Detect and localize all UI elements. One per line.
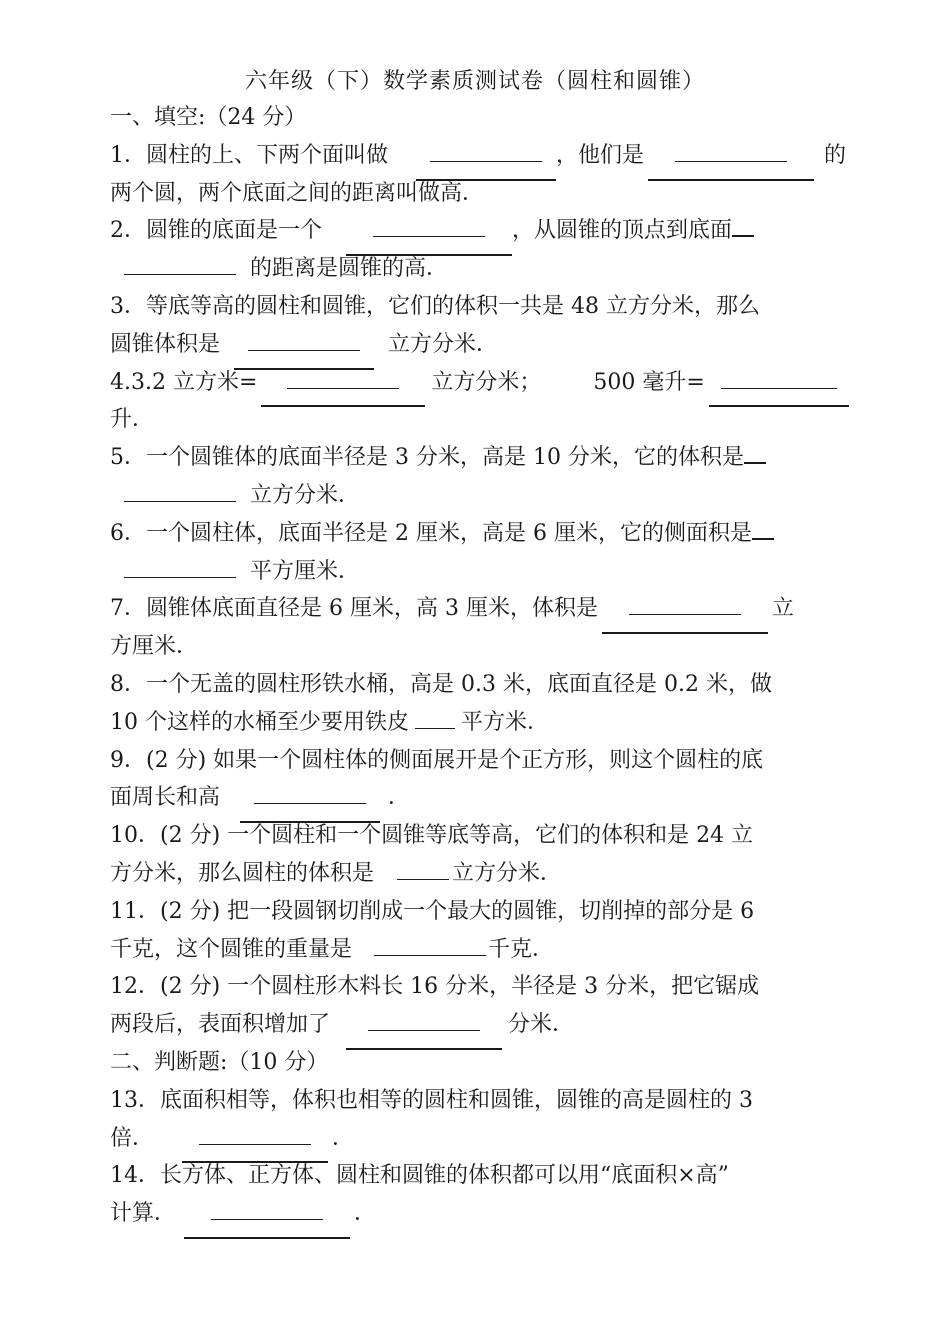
question-8-line-2: 10 个这样的水桶至少要用铁皮 平方米． — [110, 704, 870, 742]
question-10-line-2: 方分米，那么圆柱的体积是 立方分米． — [110, 855, 870, 893]
question-2-line-1: 2．圆锥的底面是一个 ，从圆锥的顶点到底面 — [110, 212, 870, 250]
answer-blank-2b-start[interactable] — [732, 215, 754, 237]
answer-blank-13[interactable] — [182, 1120, 328, 1158]
answer-blank-8[interactable] — [409, 704, 461, 742]
answer-blank-3[interactable] — [234, 326, 374, 364]
question-5-line-2: 立方分米． — [110, 477, 870, 515]
question-10-line-1: 10．(2 分) 一个圆柱和一个圆锥等底等高，它们的体积和是 24 立 — [110, 823, 754, 849]
question-6-line-1: 6．一个圆柱体，底面半径是 2 厘米，高是 6 厘米，它的侧面积是 — [110, 515, 870, 553]
question-7-line-2: 方厘米． — [110, 634, 199, 660]
answer-blank-1b[interactable] — [648, 137, 814, 175]
question-2-line-2: 的距离是圆锥的高． — [110, 250, 870, 288]
question-6-line-2: 平方厘米． — [110, 553, 870, 591]
question-14-line-1: 14．长方体、正方体、圆柱和圆锥的体积都可以用“底面积×高” — [110, 1163, 729, 1189]
question-1-line-1: 1．圆柱的上、下两个面叫做 ，他们是 的 — [110, 137, 870, 175]
question-12-line-2: 两段后，表面积增加了 分米． — [110, 1006, 870, 1044]
question-12-line-1: 12．(2 分) 一个圆柱形木料长 16 分米，半径是 3 分米，把它锯成 — [110, 974, 760, 1000]
answer-blank-4b[interactable] — [709, 364, 849, 402]
section-heading-fill: 一、填空:（24 分） — [110, 105, 307, 130]
answer-blank-6-start[interactable] — [752, 518, 774, 540]
answer-blank-2a[interactable] — [346, 212, 512, 250]
question-list — [110, 99, 870, 1233]
question-7-line-1: 7．圆锥体底面直径是 6 厘米，高 3 厘米，体积是 立 — [110, 590, 870, 628]
answer-blank-1a[interactable] — [416, 137, 556, 175]
question-4-line-2: 升． — [110, 407, 155, 433]
question-5-line-1: 5．一个圆锥体的底面半径是 3 分米，高是 10 分米，它的体积是 — [110, 439, 870, 477]
question-4-line-1: 4.3.2 立方米= 立方分米； 500 毫升= — [110, 364, 870, 402]
answer-blank-4a[interactable] — [261, 364, 425, 402]
answer-blank-12[interactable] — [346, 1006, 502, 1044]
question-8-line-1: 8．一个无盖的圆柱形铁水桶，高是 0.3 米，底面直径是 0.2 米，做 — [110, 671, 772, 697]
question-9-line-2: 面周长和高 ． — [110, 779, 870, 817]
question-14-line-2: 计算． ． — [110, 1195, 870, 1233]
answer-blank-7[interactable] — [602, 590, 768, 628]
answer-blank-2b[interactable] — [110, 250, 250, 288]
question-1-line-2: 两个圆，两个底面之间的距离叫做高． — [110, 180, 485, 206]
answer-blank-11[interactable] — [372, 931, 488, 969]
answer-blank-5[interactable] — [110, 477, 250, 515]
question-13-line-2: 倍． ． — [110, 1120, 870, 1158]
section-heading-judge: 二、判断题:（10 分） — [110, 1049, 329, 1075]
question-13-line-1: 13．底面积相等，体积也相等的圆柱和圆锥，圆锥的高是圆柱的 3 — [110, 1087, 753, 1113]
answer-blank-9[interactable] — [240, 779, 380, 817]
question-11-line-1: 11．(2 分) 把一段圆钢切削成一个最大的圆锥，切削掉的部分是 6 — [110, 898, 755, 924]
answer-blank-14[interactable] — [184, 1195, 350, 1233]
answer-blank-10[interactable] — [394, 855, 452, 893]
page-title: 六年级（下）数学素质测试卷（圆柱和圆锥） — [244, 69, 705, 94]
question-9-line-1: 9．(2 分) 如果一个圆柱体的侧面展开是个正方形，则这个圆柱的底 — [110, 747, 764, 773]
answer-blank-5-start[interactable] — [744, 442, 766, 464]
question-3-line-2: 圆锥体积是 立方分米． — [110, 326, 870, 364]
question-3-line-1: 3．等底等高的圆柱和圆锥，它们的体积一共是 48 立方分米，那么 — [110, 293, 760, 319]
question-11-line-2: 千克，这个圆锥的重量是 千克． — [110, 931, 870, 969]
answer-blank-6[interactable] — [110, 553, 250, 591]
